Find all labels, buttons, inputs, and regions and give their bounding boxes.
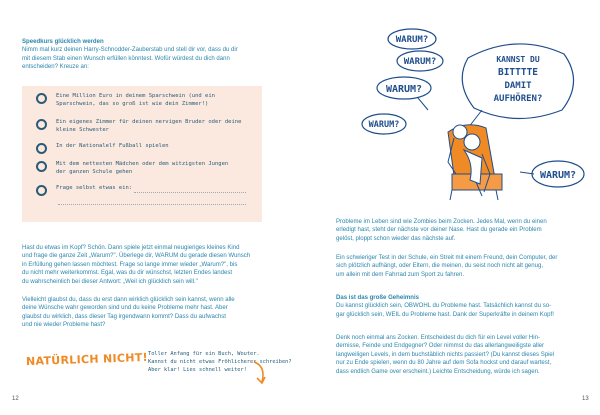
svg-text:AUFHÖREN?: AUFHÖREN?: [493, 94, 543, 104]
section-heading: Das ist das große Geheimnis: [336, 295, 420, 301]
speech-bubble-large: [462, 44, 573, 128]
write-in-line[interactable]: [134, 192, 246, 193]
svg-text:DAMIT: DAMIT: [504, 81, 532, 91]
speech-bubble: [362, 114, 406, 134]
checkbox-circle[interactable]: [36, 161, 47, 172]
checkbox-circle[interactable]: [36, 185, 47, 196]
right-page: [300, 0, 600, 415]
speech-bubble: [377, 77, 431, 110]
illustration: [356, 24, 586, 214]
svg-text:WARUM?: WARUM?: [403, 57, 437, 67]
intro-line: entscheiden? Kreuze an:: [22, 64, 89, 71]
option-text: kleine Schwester: [56, 127, 109, 133]
write-in-line[interactable]: [58, 204, 246, 205]
natuerlich-nicht-heading: NATÜRLICH NICHT!: [25, 350, 149, 369]
handwritten-note: Toller Anfang für ein Buch, Wouter. Kannst du nicht etwas Fröhlicheres schreiben? Aber klar! Lies schnell weiter!: [148, 351, 292, 373]
intro-line: mit diesem Stab einen Wunsch erfüllen könntest. Wofür würdest du dich dann: [22, 55, 230, 62]
armchair-illustration: [448, 125, 502, 200]
paragraph: Hast du etwas im Kopf? Schön. Dann spiele jetzt einmal neugieriges kleines Kind und frage die ganze Zeit „Warum?". Überlege dir, WARUM du gerade diesen Wunsch in Erfüllung gehen lassen möchtest. Frage so lange immer wieder „Warum?", bis du nicht mehr weiterkommst. Egal, was du dir wünschst, letzten Endes landest du wahrscheinlich bei dieser Antwort: „Weil ich glücklich sein will.": [22, 245, 251, 285]
paragraph: Probleme im Leben sind wie Zombies beim Zocken. Jedes Mal, wenn du einen erledigt hast, steht der nächste vor deiner Nase. Hast du gerade ein Problem gelöst, ploppt schon wieder das nächste auf.: [336, 219, 547, 242]
paragraph: Vielleicht glaubst du, dass du erst dann wirklich glücklich sein kannst, wenn alle deine Wünsche wahr geworden sind und du keine Probleme mehr hast. Aber glaubst du wirklich, dass dieser Tag irgendwann kommt? Dass du aufwachst und nie wieder Probleme hast?: [22, 297, 235, 329]
speech-bubble: [388, 29, 436, 49]
svg-text:WARUM?: WARUM?: [368, 120, 400, 130]
page-number: 13: [582, 396, 589, 402]
paragraph: Denk noch einmal ans Zocken. Entscheidest du dich für ein Level voller Hin- dernisse, Feinde und Endgegner? Oder nimmst du das allerlangweiligste aller langweiligen Levels, in dem buchstäblich nichts passiert? (Du kannst dieses Spiel nur zu Ende spielen, wenn du 80 Jahre auf dem Sofa hockst und darauf wartest, dass endlich Game over erscheint.) Leichte Entscheidung, würde ich sagen.: [336, 335, 555, 375]
speedkurs-heading: Speedkurs glücklich werden: [22, 39, 104, 45]
checkbox-circle[interactable]: [36, 119, 47, 130]
quiz-option[interactable]: [36, 92, 215, 108]
speech-bubble: [520, 161, 584, 187]
intro-block: [22, 38, 292, 72]
checkbox-circle[interactable]: [36, 93, 47, 104]
quiz-option[interactable]: [36, 118, 241, 134]
quiz-option[interactable]: [36, 142, 169, 154]
option-text: der ganzen Schule gehen: [56, 169, 133, 175]
svg-text:WARUM?: WARUM?: [385, 84, 423, 95]
intro-line: Nimm mal kurz deinen Harry-Schnodder-Zauberstab und stell dir vor, dass du dir: [22, 47, 238, 54]
option-text: In der Nationalelf Fußball spielen: [56, 143, 169, 149]
quiz-box: [22, 86, 262, 222]
quiz-option[interactable]: [36, 160, 228, 176]
svg-text:WARUM?: WARUM?: [395, 35, 429, 45]
paragraph: Ein schwieriger Test in der Schule, ein Streit mit einem Freund, dein Computer, der sich plötzlich aufhängt, oder Eltern, die meinen, du seist noch nicht alt genug, um allein mit dem Fahrrad zum Sport zu fahren.: [336, 255, 558, 278]
svg-text:WARUM?: WARUM?: [539, 170, 577, 181]
speech-bubble: [397, 51, 443, 71]
checkbox-circle[interactable]: [36, 143, 47, 154]
option-text: Frage selbst etwas ein:: [56, 185, 133, 191]
option-text: Mit dem nettesten Mädchen oder dem witzigsten Jungen: [56, 161, 229, 167]
option-text: Ein eigenes Zimmer für deinen nervigen Bruder oder deine: [56, 119, 242, 125]
geheimnis-section: Das ist das große Geheimnis Du kannst glücklich sein, OBWOHL du Probleme hast. Tatsächlich kannst du so- gar glücklich sein, WEIL du Probleme hast. Dank der Superkräfte in deinem Kopf!: [336, 294, 596, 319]
option-text: Sparschwein, das so groß ist wie dein Zimmer!): [56, 101, 209, 107]
quiz-option[interactable]: [36, 184, 132, 196]
svg-text:KANNST DU: KANNST DU: [496, 55, 540, 64]
svg-text:BITTTTE: BITTTTE: [497, 67, 539, 78]
option-text: Eine Million Euro in deinem Sparschwein (und ein: [56, 93, 215, 99]
curved-arrow-icon: [250, 360, 270, 386]
page-number: 12: [12, 396, 19, 402]
